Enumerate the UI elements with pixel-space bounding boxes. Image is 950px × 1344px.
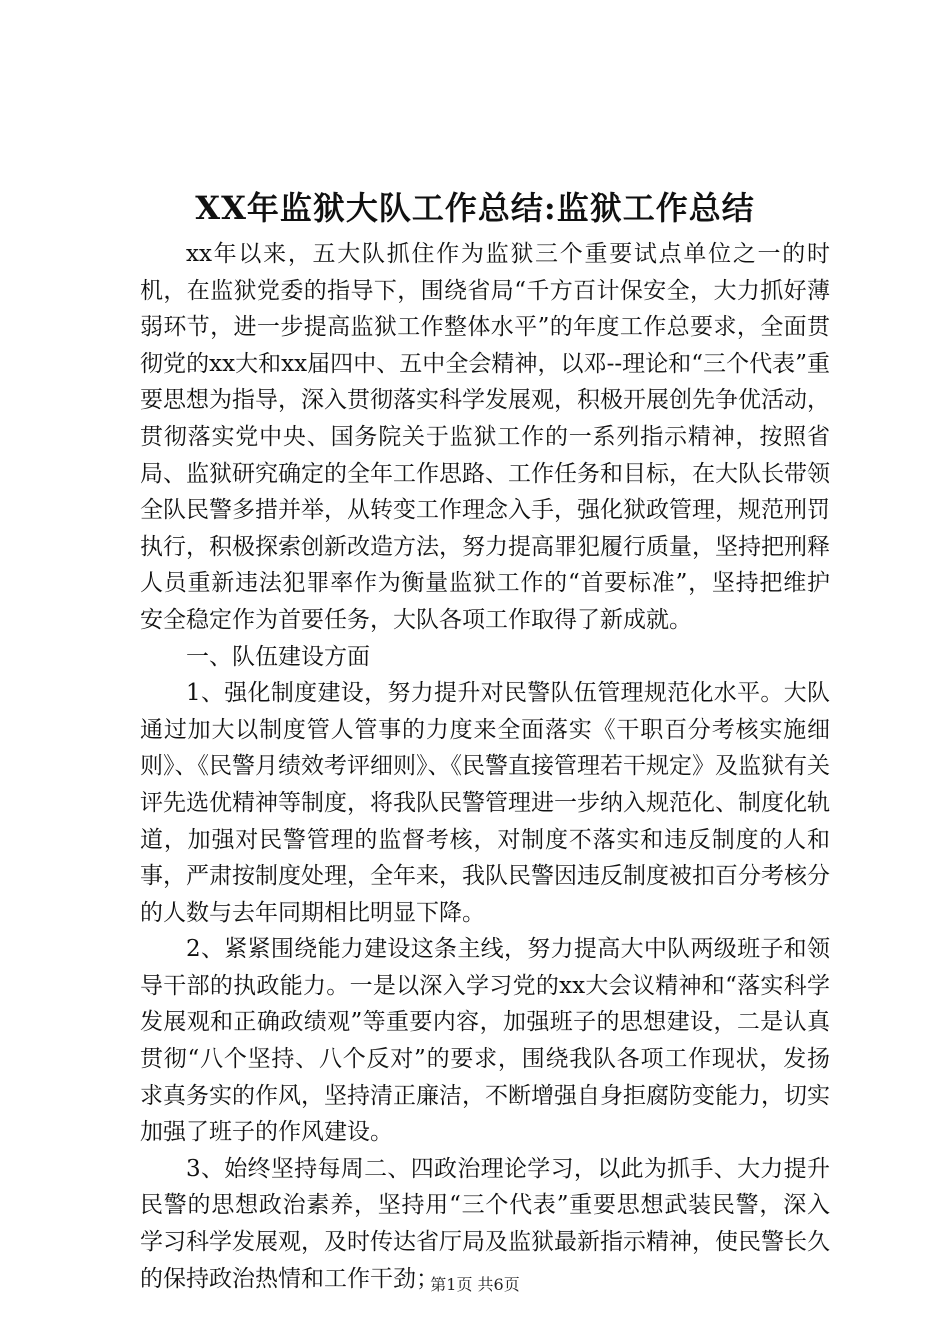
paragraph-item-1: 1、强化制度建设，努力提升对民警队伍管理规范化水平。大队通过加大以制度管人管事的力度来全面落实《干职百分考核实施细则》、《民警月绩效考评细则》、《民警直接管理若干规定》及监狱有关评先选优精神等制度，将我队民警管理进一步纳入规范化、制度化轨道，加强对民警管理的监督考核，对制度不落实和违反制度的人和事，严肃按制度处理，全年来，我队民警因违反制度被扣百分考核分的人数与去年同期相比明显下降。 <box>140 680 830 926</box>
page-number-footer: 第1页 共6页 <box>430 1275 520 1294</box>
document-body <box>140 236 830 1297</box>
paragraph-item-3: 3、始终坚持每周二、四政治理论学习，以此为抓手、大力提升民警的思想政治素养，坚持用“三个代表”重要思想武装民警，深入学习科学发展观，及时传达省厅局及监狱最新指示精神，使民警长久的保持政治热情和工作干劲； <box>140 1155 830 1292</box>
section-heading-team-building: 一、队伍建设方面 <box>186 643 370 670</box>
paragraph-item-2: 2、紧紧围绕能力建设这条主线，努力提高大中队两级班子和领导干部的执政能力。一是以深入学习党的xx大会议精神和“落实科学发展观和正确政绩观”等重要内容，加强班子的思想建设，二是认真贯彻“八个坚持、八个反对”的要求，围绕我队各项工作现状，发扬求真务实的作风，坚持清正廉洁，不断增强自身拒腐防变能力，切实加强了班子的作风建设。 <box>140 936 830 1146</box>
paragraph-intro: xx年以来，五大队抓住作为监狱三个重要试点单位之一的时机，在监狱党委的指导下，围绕省局“千方百计保安全，大力抓好薄弱环节，进一步提高监狱工作整体水平”的年度工作总要求，全面贯彻党的xx大和xx届四中、五中全会精神，以邓--理论和“三个代表”重要思想为指导，深入贯彻落实科学发展观，积极开展创先争优活动，贯彻落实党中央、国务院关于监狱工作的一系列指示精神，按照省局、监狱研究确定的全年工作思路、工作任务和目标，在大队长带领全队民警多措并举，从转变工作理念入手，强化狱政管理，规范刑罚执行，积极探索创新改造方法，努力提高罪犯履行质量，坚持把刑释人员重新违法犯罪率作为衡量监狱工作的“首要标准”，坚持把维护安全稳定作为首要任务，大队各项工作取得了新成就。 <box>140 241 830 633</box>
document-title: XX年监狱大队工作总结:监狱工作总结 <box>195 189 755 227</box>
